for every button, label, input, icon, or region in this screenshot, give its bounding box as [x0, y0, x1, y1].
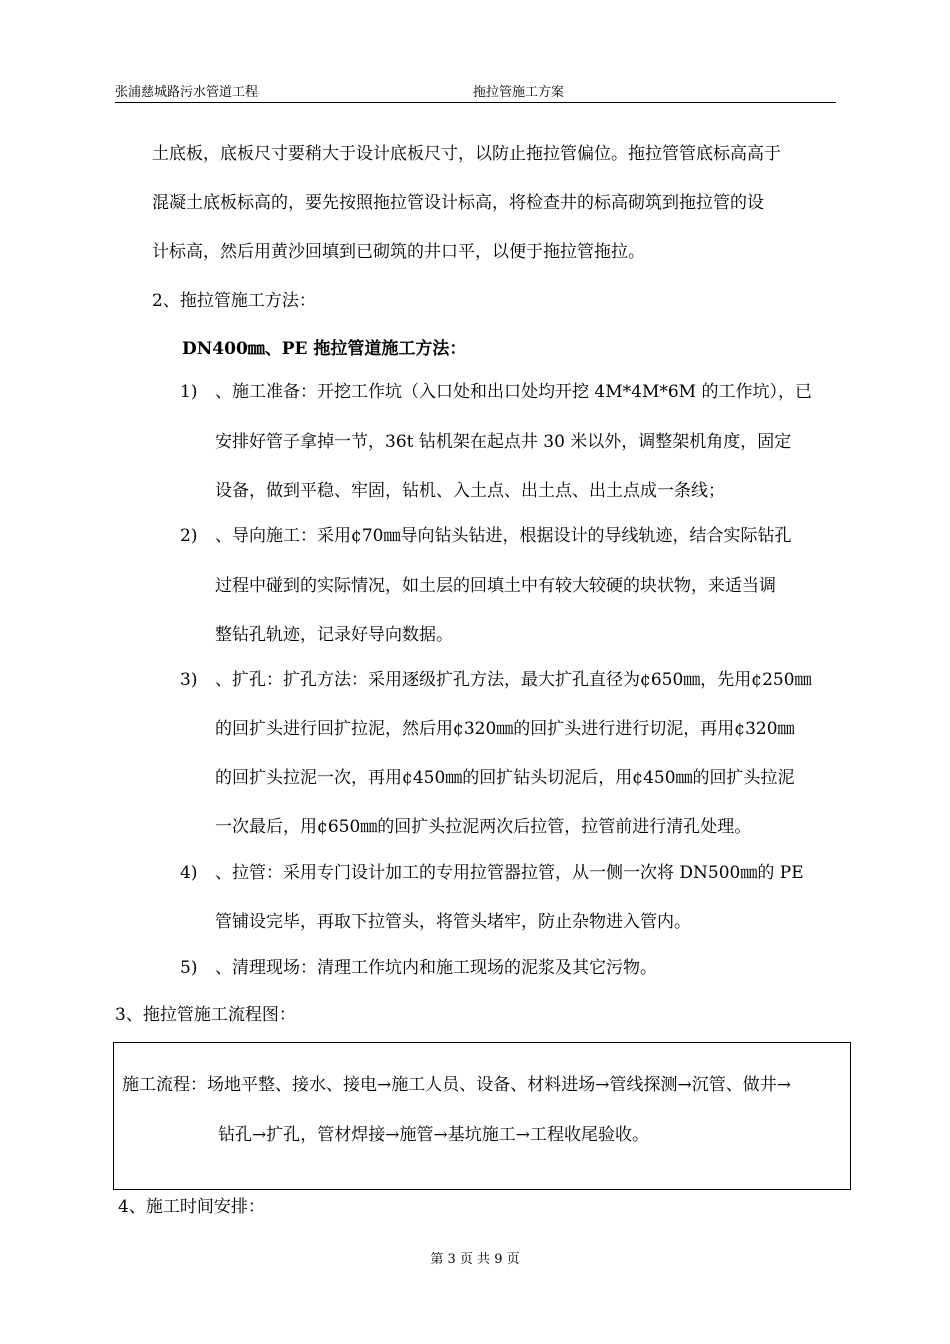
- step-line: 、扩孔：扩孔方法：采用逐级扩孔方法，最大扩孔直径为¢650㎜，先用¢250㎜: [215, 670, 812, 690]
- intro-line: 土底板，底板尺寸要稍大于设计底板尺寸，以防止拖拉管偏位。拖拉管管底标高高于: [152, 144, 781, 164]
- section-3-heading: 3、拖拉管施工流程图：: [115, 1005, 296, 1025]
- step-line: 设备，做到平稳、牢固，钻机、入土点、出土点、出土点成一条线；: [215, 481, 725, 501]
- intro-line: 计标高，然后用黄沙回填到已砌筑的井口平，以便于拖拉管拖拉。: [152, 242, 645, 262]
- header-doc-title: 拖拉管施工方案: [473, 85, 565, 100]
- step-number: 4): [180, 863, 198, 883]
- intro-line: 混凝土底板标高的，要先按照拖拉管设计标高，将检查井的标高砌筑到拖拉管的设: [152, 193, 764, 213]
- section-2-heading: 2、拖拉管施工方法：: [152, 291, 316, 311]
- method-subtitle: DN400㎜、PE 拖拉管道施工方法：: [182, 339, 467, 359]
- flow-line: 施工流程：场地平整、接水、接电→施工人员、设备、材料进场→管线探测→沉管、做井→: [122, 1075, 791, 1095]
- flow-line: 钻孔→扩孔，管材焊接→施管→基坑施工→工程收尾验收。: [218, 1125, 649, 1145]
- step-line: 的回扩头拉泥一次，再用¢450㎜的回扩钻头切泥后，用¢450㎜的回扩头拉泥: [215, 768, 795, 788]
- page-footer: 第 3 页 共 9 页: [430, 1252, 520, 1267]
- step-line: 过程中碰到的实际情况，如土层的回填土中有较大较硬的块状物，来适当调: [215, 576, 776, 596]
- step-line: 、施工准备：开挖工作坑（入口处和出口处均开挖 4M*4M*6M 的工作坑），已: [215, 382, 812, 402]
- step-number: 1): [180, 382, 198, 402]
- step-line: 、拉管：采用专门设计加工的专用拉管器拉管，从一侧一次将 DN500㎜的 PE: [215, 863, 804, 883]
- header-project-name: 张浦慈城路污水管道工程: [115, 85, 259, 100]
- step-number: 2): [180, 526, 198, 546]
- step-line: 的回扩头进行回扩拉泥，然后用¢320㎜的回扩头进行进行切泥，再用¢320㎜: [215, 719, 795, 739]
- step-line: 整钻孔轨迹，记录好导向数据。: [215, 625, 453, 645]
- step-number: 3): [180, 670, 198, 690]
- step-line: 安排好管子拿掉一节，36t 钻机架在起点井 30 米以外，调整架机角度，固定: [215, 432, 792, 452]
- step-line: 一次最后，用¢650㎜的回扩头拉泥两次后拉管，拉管前进行清孔处理。: [215, 817, 752, 837]
- flowchart-box: [113, 1042, 851, 1190]
- step-line: 、导向施工：采用¢70㎜导向钻头钻进，根据设计的导线轨迹，结合实际钻孔: [215, 526, 792, 546]
- step-line: 、清理现场：清理工作坑内和施工现场的泥浆及其它污物。: [215, 958, 657, 978]
- section-4-heading: 4、施工时间安排：: [118, 1197, 265, 1217]
- step-line: 管铺设完毕，再取下拉管头，将管头堵牢，防止杂物进入管内。: [215, 912, 691, 932]
- step-number: 5): [180, 958, 198, 978]
- page-header: [115, 80, 836, 103]
